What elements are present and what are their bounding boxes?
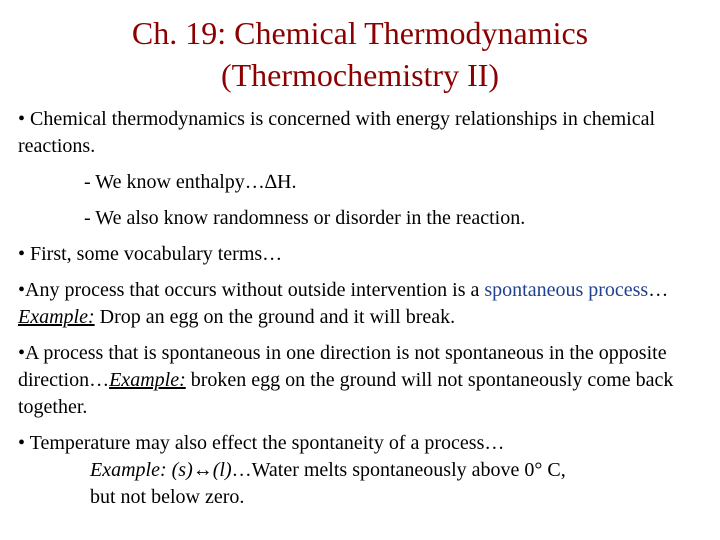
title-line-1: Ch. 19: Chemical Thermodynamics (131, 15, 589, 51)
slide-body (18, 106, 708, 511)
liquid-state: (l) (212, 459, 232, 481)
spontaneous-prefix: •Any process that occurs without outside intervention is a (18, 279, 485, 301)
sub-bullet-randomness: - We also know randomness or disorder in the reaction. (84, 207, 526, 229)
enthalpy-prefix: - We know enthalpy… (84, 171, 265, 193)
sub-bullet-enthalpy (84, 169, 708, 196)
spontaneous-process-term: spontaneous process (484, 279, 649, 301)
broken-egg-text: broken egg on the ground will not spontaneously come back together. (18, 369, 674, 418)
bullet-vocabulary: • First, some vocabulary terms… (18, 243, 283, 265)
bullet-spontaneous-process (18, 277, 708, 331)
example-label-2: Example: (109, 369, 186, 391)
delta-symbol: ∆ (264, 171, 278, 193)
title-line-2: (Thermochemistry II) (220, 57, 500, 93)
opposite-prefix: •A process that is spontaneous in one direction is not spontaneous in the opposite direction… (18, 342, 667, 391)
bullet-thermodynamics: • Chemical thermodynamics is concerned with energy relationships in chemical reactions. (18, 108, 656, 157)
double-arrow-icon: ↔ (192, 459, 213, 481)
enthalpy-suffix: H. (277, 171, 297, 193)
water-melting-example (90, 457, 708, 484)
bullet-opposite-direction (18, 340, 708, 421)
spontaneous-ellipsis: … (648, 279, 669, 301)
example-label: Example: (18, 306, 95, 328)
bullet-temperature: • Temperature may also effect the spontaneity of a process… (18, 432, 505, 454)
example-label-3: Example: (s) (90, 459, 193, 481)
slide-title (0, 12, 720, 96)
egg-example-text: Drop an egg on the ground and it will break. (94, 306, 456, 328)
melting-text: …Water melts spontaneously above 0° C, (231, 459, 566, 481)
melting-text-line-2: but not below zero. (90, 486, 245, 508)
